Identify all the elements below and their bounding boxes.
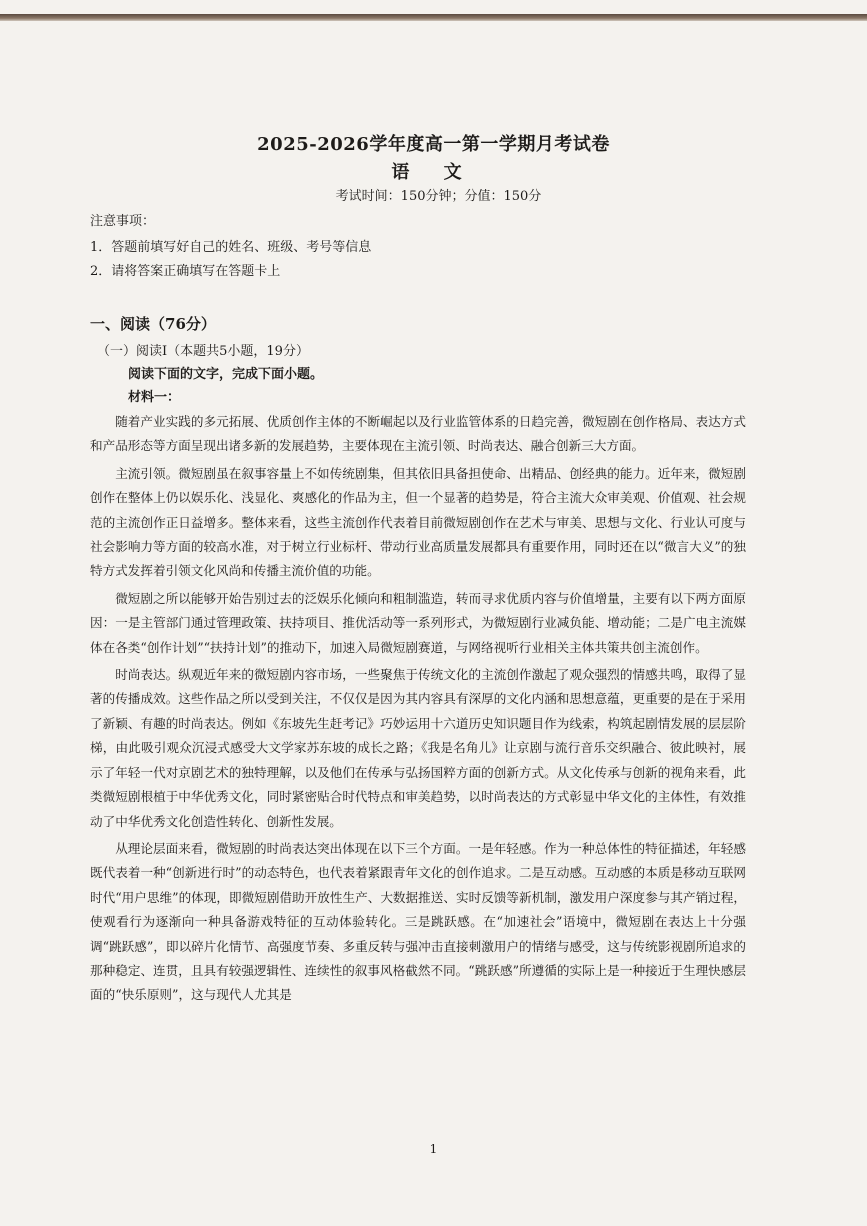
exam-info: 考试时间：150分钟；分值：150分 [335,189,542,204]
note-item: 2．请将答案正确填写在答题卡上 [90,264,281,279]
exam-subject: 语 文 [391,162,476,183]
paragraph: 从理论层面来看，微短剧的时尚表达突出体现在以下三个方面。一是年轻感。作为一种总体性的特征描述，年轻感既代表着一种“创新进行时”的动态特色，也代表着紧跟青年文化的创作追求。二是互动感。互动感的本质是移动互联网时代“用户思维”的体现，即微短剧借助开放性生产、大数据推送、实时反馈等新机制，激发用户深度参与其产销过程，使观看行为逐渐向一种具备游戏特征的互动体验转化。三是跳跃感。在“加速社会”语境中，微短剧在表达上十分强调“跳跃感”，即以碎片化情节、高强度节奏、多重反转与强冲击直接刺激用户的情绪与感受，这与传统影视剧所追求的那种稳定、连贯，且具有较强逻辑性、连续性的叙事风格截然不同。“跳跃感”所遵循的实际上是一种接近于生理快感层面的“快乐原则”，这与现代人尤其是 [90,840,746,1003]
paragraph: 随着产业实践的多元拓展、优质创作主体的不断崛起以及行业监管体系的日趋完善，微短剧在创作格局、表达方式和产品形态等方面呈现出诸多新的发展趋势，主要体现在主流引领、时尚表达、融合创新三大方面。 [90,414,746,454]
subsection-title: （一）阅读Ⅰ（本题共5小题，19分） [97,344,309,359]
material-text [90,410,746,1008]
notes-heading: 注意事项： [90,214,156,229]
exam-title: 2025-2026学年度高一第一学期月考试卷 [257,134,610,155]
reading-instruction: 阅读下面的文字，完成下面小题。 [128,367,324,382]
page-number: 1 [429,1142,438,1156]
paragraph: 主流引领。微短剧虽在叙事容量上不如传统剧集，但其依旧具备担使命、出精品、创经典的能力。近年来，微短剧创作在整体上仍以娱乐化、浅显化、爽感化的作品为主，但一个显著的趋势是，符合主流大众审美观、价值观、社会规范的主流创作正日益增多。整体来看，这些主流创作代表着目前微短剧创作在艺术与审美、思想与文化、行业认可度与社会影响力等方面的较高水准，对于树立行业标杆、带动行业高质量发展都具有重要作用，同时还在以“微言大义”的独特方式发挥着引领文化风尚和传播主流价值的功能。 [90,465,746,579]
material-label: 材料一： [128,390,181,405]
paragraph: 微短剧之所以能够开始告别过去的泛娱乐化倾向和粗制滥造，转而寻求优质内容与价值增量，主要有以下两方面原因：一是主管部门通过管理政策、扶持项目、推优活动等一系列形式，为微短剧行业减负能、增动能；二是广电主流媒体在各类“创作计划”“扶持计划”的推动下，加速入局微短剧赛道，与网络视听行业相关主体共策共创主流创作。 [90,590,746,655]
paragraph: 时尚表达。纵观近年来的微短剧内容市场，一些聚焦于传统文化的主流创作激起了观众强烈的情感共鸣，取得了显著的传播成效。这些作品之所以受到关注，不仅仅是因为其内容具有深厚的文化内涵和思想意蕴，更重要的是在于采用了新颖、有趣的时尚表达。例如《东坡先生赶考记》巧妙运用十六道历史知识题目作为线索，构筑起剧情发展的层层阶梯，由此吸引观众沉浸式感受大文学家苏东坡的成长之路；《我是名角儿》让京剧与流行音乐交织融合、彼此映衬，展示了年轻一代对京剧艺术的独特理解，以及他们在传承与弘扬国粹方面的创新方式。从文化传承与创新的视角来看，此类微短剧根植于中华优秀文化，同时紧密贴合时代特点和审美趋势，以时尚表达的方式彰显中华文化的主体性，有效推动了中华优秀文化创造性转化、创新性发展。 [90,667,746,829]
note-item: 1．答题前填写好自己的姓名、班级、考号等信息 [90,240,372,255]
section-title: 一、阅读（76分） [90,315,216,333]
